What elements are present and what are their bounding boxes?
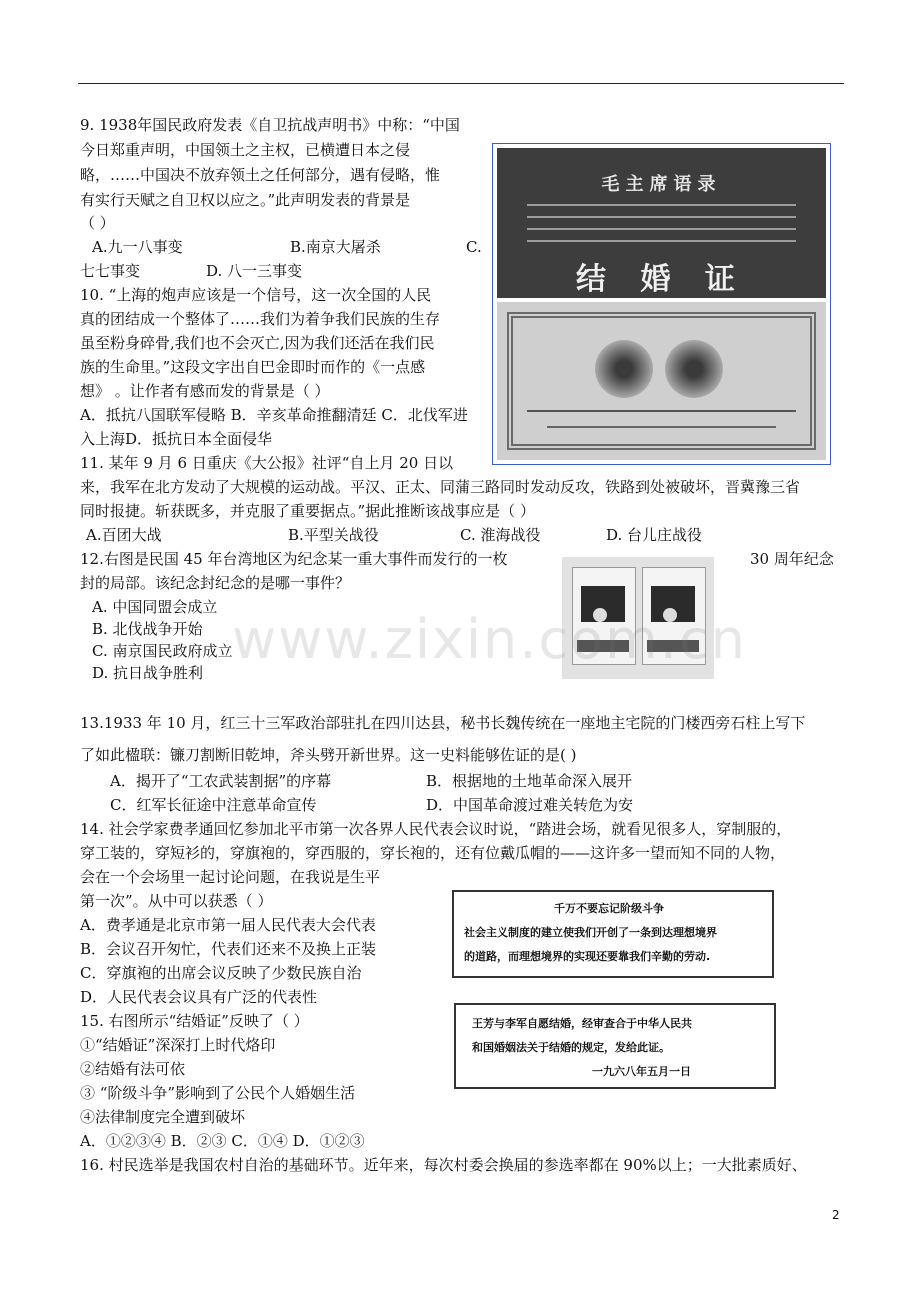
q12-option-c: C. 南京国民政府成立	[92, 642, 233, 660]
q12-option-a: A. 中国同盟会成立	[92, 598, 218, 616]
certificate-heading: 结 婚 证	[576, 262, 747, 297]
q10-line-2: 真的团结成一个整体了……我们为着争我们民族的生存	[80, 310, 441, 328]
q10-line-7: 入上海D．抵抗日本全面侵华	[80, 430, 273, 448]
quote-line	[527, 204, 796, 206]
q10-line-4: 族的生命里。”这段文字出自巴金即时而作的《一点感	[80, 358, 426, 376]
quote-line	[527, 240, 796, 242]
certificate-title: 毛主席语录	[601, 174, 722, 195]
q14-line-4: 第一次”。从中可以获悉（ ）	[80, 892, 273, 910]
q15-statement-1: ①“结婚证”深深打上时代烙印	[80, 1036, 276, 1054]
q9-option-a: A.九一八事变	[92, 238, 183, 256]
q15-statement-4: ④法律制度完全遭到破坏	[80, 1108, 246, 1126]
q13-option-a: A．揭开了“工农武装割据”的序幕	[110, 772, 332, 790]
q11-line-2: 来，我军在北方发动了大规模的运动战。平汉、正太、同蒲三路同时发动反攻，铁路到处被破坏，晋冀豫三省	[80, 478, 801, 496]
certificate-text-line-1: 王芳与李军自愿结婚，经审查合于中华人民共	[472, 1017, 692, 1030]
q13-line-1: 13.1933 年 10 月，红三十三军政治部驻扎在四川达县，秘书长魏传统在一座地主宅院的门楼西旁石柱上写下	[80, 714, 806, 732]
q14-option-c: C．穿旗袍的出席会议反映了少数民族自治	[80, 964, 362, 982]
certificate-text-line	[547, 426, 776, 428]
q15-statement-3: ③ “阶级斗争”影响到了公民个人婚姻生活	[80, 1084, 356, 1102]
quotation-line-2: 的道路，而理想境界的实现还要靠我们辛勤的劳动.	[464, 950, 711, 963]
header-rule	[78, 83, 844, 84]
q14-option-b: B．会议召开匆忙，代表们还来不及换上正装	[80, 940, 377, 958]
quotation-box	[452, 890, 774, 978]
q12-option-d: D. 抗日战争胜利	[92, 664, 204, 682]
q14-option-d: D．人民代表会议具有广泛的代表性	[80, 988, 318, 1006]
q15-options: A．①②③④ B．②③ C．①④ D．①②③	[80, 1132, 365, 1150]
decorative-border	[507, 312, 816, 450]
marriage-certificate-image	[492, 143, 831, 465]
q9-line-4: 有实行天赋之自卫权以应之。”此声明发表的背景是	[80, 191, 411, 209]
q14-line-2: 穿工装的，穿短衫的，穿旗袍的，穿西服的，穿长袍的，还有位戴瓜帽的——这许多一望而知不同的人物，	[80, 844, 786, 862]
certificate-text-box	[454, 1003, 776, 1089]
q13-option-b: B．根据地的土地革命深入展开	[426, 772, 633, 790]
q11-option-a: A.百团大战	[86, 526, 162, 544]
certificate-text-line	[527, 410, 796, 412]
q9-line-3: 略，……中国决不放弃领土之任何部分，遇有侵略，惟	[80, 166, 441, 184]
q13-option-d: D．中国革命渡过难关转危为安	[426, 796, 634, 814]
q9-option-c-end: 七七事变	[80, 262, 141, 280]
q12-line-1-end: 30 周年纪念	[750, 550, 834, 568]
flower-emblem-icon	[665, 340, 723, 398]
q13-line-2: 了如此楹联：镰刀割断旧乾坤，斧头劈开新世界。这一史料能够佐证的是( )	[80, 746, 577, 764]
q10-line-6: A．抵抗八国联军侵略 B．辛亥革命推翻清廷 C．北伐军进	[80, 406, 468, 424]
q11-option-d: D. 台儿庄战役	[606, 526, 703, 544]
q11-option-b: B.平型关战役	[288, 526, 379, 544]
certificate-text-line-2: 和国婚姻法关于结婚的规定，发给此证。	[472, 1041, 670, 1054]
q11-line-3: 同时报捷。斩获既多，并克服了重要据点。”据此推断该战事应是（ ）	[80, 502, 535, 520]
q12-line-2: 封的局部。该纪念封纪念的是哪一事件？	[80, 574, 351, 592]
quotation-line-1: 社会主义制度的建立使我们开创了一条到达理想境界	[464, 926, 717, 939]
q15-line-1: 15. 右图所示“结婚证”反映了（ ）	[80, 1012, 309, 1030]
q9-line-2: 今日郑重声明，中国领土之主权，已横遭日本之侵	[80, 141, 411, 159]
q14-option-a: A．费孝通是北京市第一届人民代表大会代表	[80, 916, 376, 934]
q13-option-c: C．红军长征途中注意革命宣传	[110, 796, 317, 814]
q16-line-1: 16. 村民选举是我国农村自治的基础环节。近年来，每次村委会换届的参选率都在 90%以上；一大批素质好、	[80, 1156, 807, 1174]
q10-line-1: 10. “上海的炮声应该是一个信号，这一次全国的人民	[80, 286, 432, 304]
q14-line-1: 14. 社会学家费孝通回忆参加北平市第一次各界人民代表会议时说，“踏进会场，就看见很多人，穿制服的，	[80, 820, 792, 838]
q10-line-3: 虽至粉身碎骨,我们也不会灭亡,因为我们还活在我们民	[80, 334, 435, 352]
q9-option-d: D. 八一三事变	[206, 262, 303, 280]
quotation-title: 千万不要忘记阶级斗争	[554, 902, 664, 915]
certificate-cover	[497, 148, 826, 298]
q9-line-1: 9. 1938年国民政府发表《自卫抗战声明书》中称：“中国	[80, 116, 460, 134]
q12-option-b: B. 北伐战争开始	[92, 620, 203, 638]
quote-line	[527, 228, 796, 230]
q9-option-c-start: C.	[466, 238, 482, 256]
q12-line-1: 12.右图是民国 45 年台湾地区为纪念某一重大事件而发行的一枚	[80, 550, 508, 568]
certificate-date: 一九六八年五月一日	[592, 1065, 691, 1078]
q9-line-5: （ ）	[80, 214, 115, 232]
quote-line	[527, 216, 796, 218]
certificate-inner-page	[497, 302, 826, 460]
q11-line-1: 11. 某年 9 月 6 日重庆《大公报》社评“自上月 20 日以	[80, 454, 454, 472]
q15-statement-2: ②结婚有法可依	[80, 1060, 186, 1078]
q9-option-b: B.南京大屠杀	[290, 238, 381, 256]
q14-line-3: 会在一个会场里一起讨论问题，在我说是生平	[80, 868, 381, 886]
watermark: www.zixin.com.cn	[232, 608, 747, 671]
flower-emblem-icon	[595, 340, 653, 398]
q10-line-5: 想》 。让作者有感而发的背景是（ ）	[80, 382, 330, 400]
q11-option-c: C. 淮海战役	[460, 526, 541, 544]
page-number: 2	[832, 1208, 840, 1222]
